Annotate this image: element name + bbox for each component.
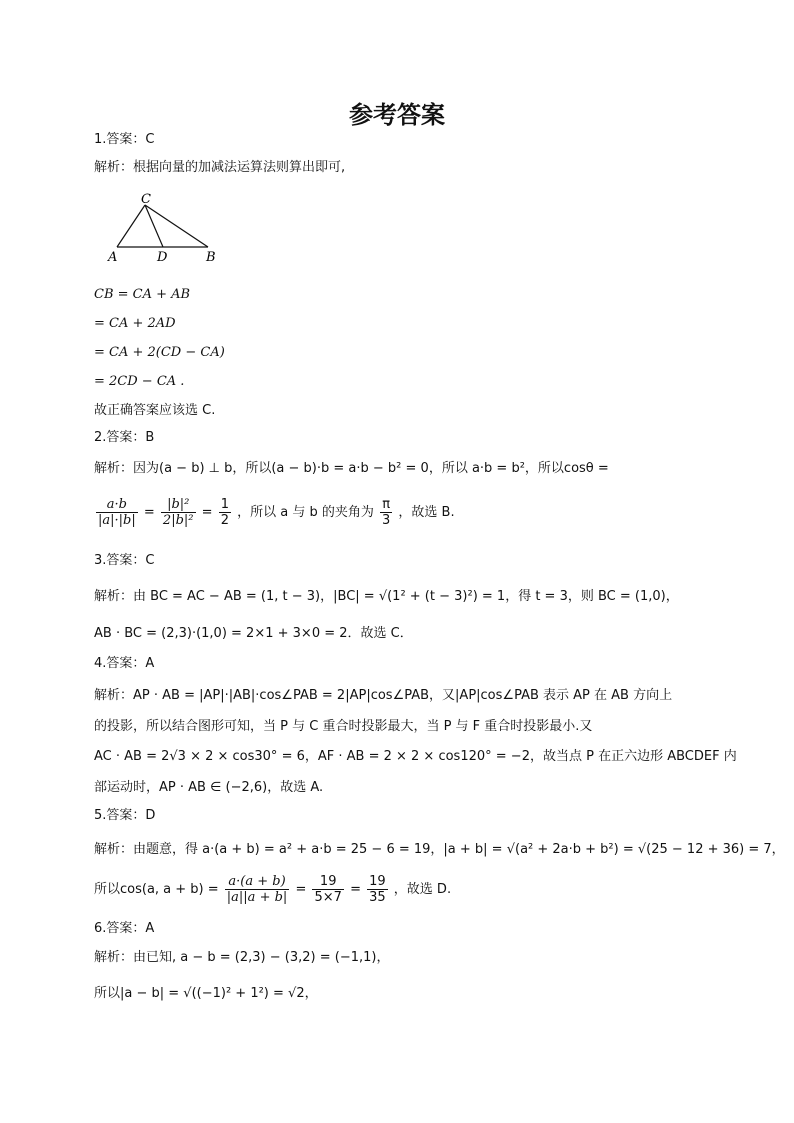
q5-fraction-2: $\frac{19}{5\times 7}$ — [314, 874, 342, 905]
q2-fraction-1: $\frac{a\cdot b}{|a|\cdot|b|}$ — [98, 497, 136, 528]
q2-line-2: $\frac{a\cdot b}{|a|\cdot|b|}$ = $\frac{\text{|b|²}}{\text{2|b|²}}$ = $\frac{1}{2}$ ，所以 a 与 b 的夹角为 $\frac{\pi}{3}$ ，故选 B. — [98, 497, 455, 528]
q5-fraction-1: $\frac{a\cdot(a + b)}{|a||a + b|}$ — [226, 874, 288, 905]
label-c: C — [141, 192, 151, 207]
segment-ca — [117, 205, 145, 247]
triangle-diagram — [104, 190, 224, 266]
q4-line-2: 的投影，所以结合图形可知，当 P 与 C 重合时投影最大，当 P 与 F 重合时投影最小.又 — [94, 719, 593, 734]
q1-analysis: 解析：根据向量的加减法运算法则算出即可, — [94, 160, 346, 175]
q5-line-2: 所以cos(a, a + b) = $\frac{a\cdot(a + b)}{|a||a + b|}$ = $\frac{19}{5\times 7}$ = $\frac{19}{35}$ ，故选 D. — [94, 874, 452, 905]
q2-fraction-4: $\frac{\pi}{3}$ — [382, 497, 391, 528]
q5-answer: 5.答案：D — [94, 808, 156, 823]
q6-line-1: 解析：由已知, a − b = (2,3) − (3,2) = (−1,1)， — [94, 950, 390, 965]
q1-conclusion: 故正确答案应该选 C. — [94, 403, 216, 418]
q6-line-2: 所以|a − b| = √((−1)² + 1²) = √2， — [94, 986, 318, 1001]
page-title: 参考答案 — [349, 100, 445, 129]
label-b: B — [206, 250, 216, 265]
q4-line-4: 部运动时，AP · AB ∈ (−2,6)，故选 A. — [94, 780, 324, 795]
q2-answer: 2.答案：B — [94, 430, 155, 445]
q3-answer: 3.答案：C — [94, 553, 155, 568]
q1-step-4: = 2CD − CA . — [94, 374, 185, 389]
q2-line-1: 解析：因为(a − b) ⊥ b，所以(a − b)·b = a·b − b² = 0，所以 a·b = b²，所以cosθ = — [94, 461, 609, 476]
q4-answer: 4.答案：A — [94, 656, 155, 671]
q1-step-3: = CA + 2(CD − CA) — [94, 345, 225, 360]
q1-step-2: = CA + 2AD — [94, 316, 176, 331]
q5-fraction-3: $\frac{19}{35}$ — [369, 874, 386, 905]
q1-step-1: CB = CA + AB — [94, 287, 191, 302]
q6-answer: 6.答案：A — [94, 921, 155, 936]
label-d: D — [157, 250, 168, 265]
q2-fraction-2: $\frac{\text{|b|²}}{\text{2|b|²}}$ — [162, 497, 194, 528]
label-a: A — [108, 250, 118, 265]
q4-line-1: 解析：AP · AB = |AP|·|AB|·cos∠PAB = 2|AP|cos∠PAB，又|AP|cos∠PAB 表示 AP 在 AB 方向上 — [94, 688, 673, 703]
q3-line-1: 解析：由 BC = AC − AB = (1, t − 3)，|BC| = √(1² + (t − 3)²) = 1，得 t = 3，则 BC = (1,0)， — [94, 589, 679, 604]
q1-answer: 1.答案：C — [94, 132, 155, 147]
q3-line-2: AB · BC = (2,3)·(1,0) = 2×1 + 3×0 = 2．故选 C． — [94, 626, 413, 641]
q2-fraction-3: $\frac{1}{2}$ — [220, 497, 229, 528]
q5-line-1: 解析：由题意，得 a·(a + b) = a² + a·b = 25 − 6 = 19，|a + b| = √(a² + 2a·b + b²) = √(25 − 12 + 36) = 7， — [94, 842, 785, 857]
q4-line-3: AC · AB = 2√3 × 2 × cos30° = 6，AF · AB = 2 × 2 × cos120° = −2，故当点 P 在正六边形 ABCDEF 内 — [94, 749, 737, 764]
